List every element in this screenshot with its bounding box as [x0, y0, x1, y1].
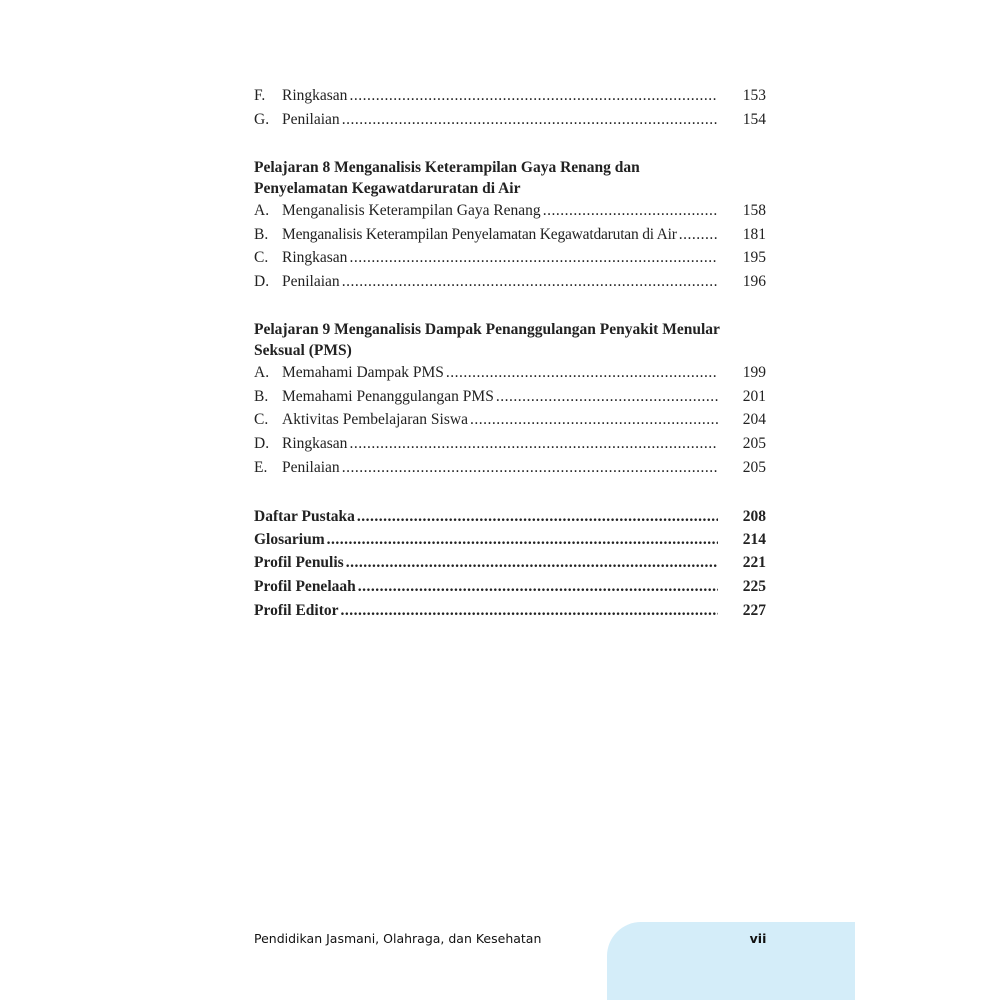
entry-label: Ringkasan	[282, 435, 348, 452]
dot-leader	[357, 506, 718, 528]
toc-entry	[254, 386, 766, 408]
dot-leader	[327, 529, 718, 551]
entry-label: Memahami Penanggulangan PMS	[282, 388, 494, 405]
entry-page: 201	[742, 388, 766, 405]
toc-entry	[254, 200, 766, 222]
entry-letter: B.	[254, 388, 269, 405]
heading-line: Penyelamatan Kegawatdaruratan di Air	[254, 180, 521, 197]
entry-page: 208	[742, 508, 766, 525]
toc-entry	[254, 409, 766, 431]
chapter-heading-9	[254, 319, 774, 361]
back-matter-entry	[254, 529, 766, 551]
entry-page: 205	[742, 459, 766, 476]
back-matter-entry	[254, 506, 766, 528]
entry-label: Daftar Pustaka	[254, 508, 355, 525]
back-matter-entry	[254, 576, 766, 598]
dot-leader	[446, 362, 718, 384]
toc-entry	[254, 85, 766, 107]
dot-leader	[679, 224, 718, 246]
entry-page: 205	[742, 435, 766, 452]
entry-letter: G.	[254, 111, 270, 128]
entry-letter: D.	[254, 273, 270, 290]
entry-letter: C.	[254, 249, 269, 266]
dot-leader	[358, 576, 718, 598]
chapter-heading-8	[254, 157, 774, 199]
dot-leader	[342, 271, 718, 293]
page-number-tab	[607, 922, 855, 1000]
entry-label: Profil Penulis	[254, 554, 344, 571]
dot-leader	[342, 109, 718, 131]
entry-page: 196	[742, 273, 766, 290]
entry-page: 181	[742, 226, 766, 243]
back-matter-entry	[254, 600, 766, 622]
toc-entry	[254, 457, 766, 479]
entry-page: 227	[742, 602, 766, 619]
entry-page: 221	[742, 554, 766, 571]
dot-leader	[349, 247, 718, 269]
entry-label: Ringkasan	[282, 87, 348, 104]
entry-label: Ringkasan	[282, 249, 348, 266]
toc-entry	[254, 362, 766, 384]
entry-letter: E.	[254, 459, 268, 476]
toc-entry	[254, 109, 766, 131]
entry-page: 195	[742, 249, 766, 266]
entry-label: Penilaian	[282, 459, 340, 476]
heading-line: Seksual (PMS)	[254, 342, 352, 359]
entry-letter: A.	[254, 364, 270, 381]
entry-letter: C.	[254, 411, 269, 428]
toc-entry	[254, 224, 766, 246]
entry-label: Profil Editor	[254, 602, 339, 619]
entry-page: 204	[742, 411, 766, 428]
entry-label: Profil Penelaah	[254, 578, 356, 595]
dot-leader	[349, 433, 718, 455]
toc-entry	[254, 271, 766, 293]
entry-letter: B.	[254, 226, 269, 243]
toc-entry	[254, 433, 766, 455]
dot-leader	[349, 85, 718, 107]
entry-letter: D.	[254, 435, 270, 452]
entry-label: Penilaian	[282, 273, 340, 290]
page-number: vii	[749, 931, 767, 946]
entry-label: Glosarium	[254, 531, 325, 548]
heading-line: Pelajaran 9 Menganalisis Dampak Penanggulangan Penyakit Menular	[254, 321, 720, 338]
entry-page: 154	[742, 111, 766, 128]
dot-leader	[470, 409, 718, 431]
entry-label: Penilaian	[282, 111, 340, 128]
entry-page: 199	[742, 364, 766, 381]
entry-label: Menganalisis Keterampilan Penyelamatan Kegawatdarutan di Air	[282, 226, 677, 243]
dot-leader	[341, 600, 718, 622]
entry-letter: F.	[254, 87, 266, 104]
entry-letter: A.	[254, 202, 270, 219]
entry-label: Menganalisis Keterampilan Gaya Renang	[282, 202, 541, 219]
footer-book-title: Pendidikan Jasmani, Olahraga, dan Kesehatan	[254, 931, 542, 946]
entry-page: 158	[742, 202, 766, 219]
entry-label: Aktivitas Pembelajaran Siswa	[282, 411, 468, 428]
dot-leader	[346, 552, 718, 574]
back-matter-entry	[254, 552, 766, 574]
dot-leader	[543, 200, 718, 222]
heading-line: Pelajaran 8 Menganalisis Keterampilan Gaya Renang dan	[254, 159, 640, 176]
entry-page: 225	[742, 578, 766, 595]
toc-entry	[254, 247, 766, 269]
entry-page: 153	[742, 87, 766, 104]
entry-page: 214	[742, 531, 766, 548]
entry-label: Memahami Dampak PMS	[282, 364, 444, 381]
dot-leader	[342, 457, 718, 479]
dot-leader	[496, 386, 718, 408]
